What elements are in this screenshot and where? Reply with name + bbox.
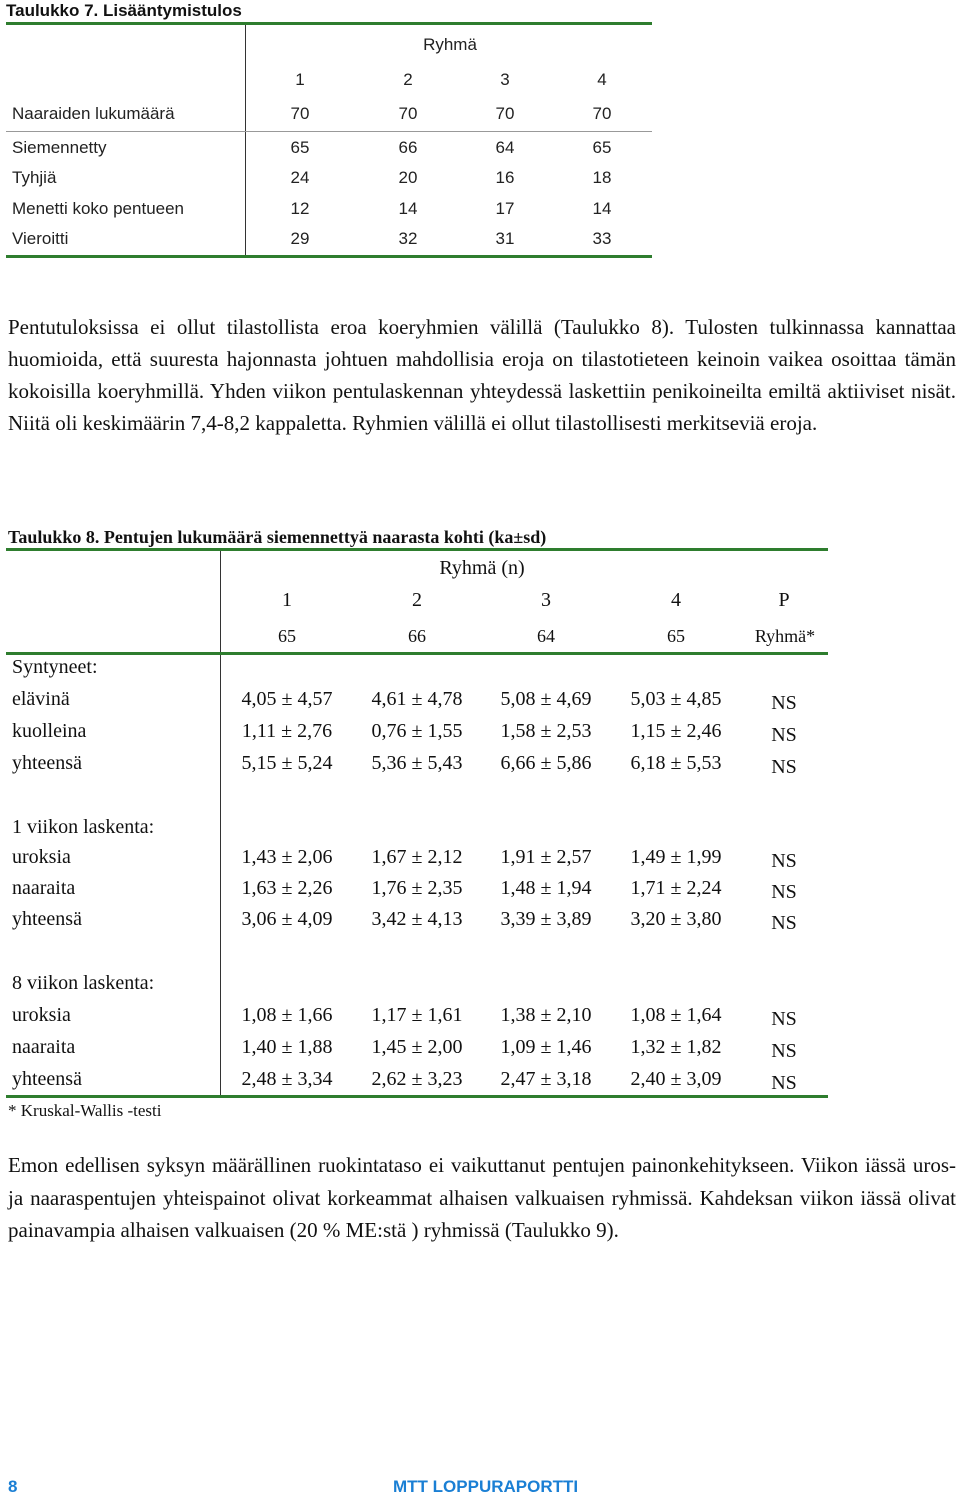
table8-divider [220, 551, 221, 1096]
table7-cell: 29 [290, 229, 310, 248]
table8-p-value: NS [771, 850, 797, 872]
table8-cell: 3,20 ± 3,80 [630, 908, 722, 930]
table7-cell: 31 [495, 229, 515, 248]
table8-p-value: NS [771, 1008, 797, 1030]
table7-col-2: 2 [403, 70, 413, 89]
table8-cell: 1,45 ± 2,00 [371, 1036, 463, 1058]
table8-bottom-rule [6, 1095, 828, 1098]
table7-cell: 12 [290, 199, 310, 218]
table8-cell: 2,40 ± 3,09 [630, 1068, 722, 1090]
table8-cell: 1,32 ± 1,82 [630, 1036, 722, 1058]
table8-cell: 1,48 ± 1,94 [500, 877, 592, 899]
table7-cell: 66 [398, 138, 418, 157]
body-paragraph-2: Emon edellisen syksyn määrällinen ruokintataso ei vaikuttanut pentujen painonkehitykseen. Viikon iässä uros- ja naaraspentujen yhteispainot olivat korkeammat alhaisen valkuaisen ryhmissä. Kahdeksan viikon iässä olivat painavampia alhaisen valkuaisen (20 % ME:stä ) ryhmissä (Taulukko 9). [8, 1153, 956, 1242]
table7-col-1: 1 [295, 70, 305, 89]
table8-cell: 6,66 ± 5,86 [500, 752, 592, 774]
table7-row-label: Menetti koko pentueen [12, 199, 185, 218]
table8-col-4: 4 [671, 589, 681, 611]
table8-cell: 1,63 ± 2,26 [241, 877, 333, 899]
table7-bottom-rule [6, 255, 652, 258]
table8-row-label: elävinä [12, 688, 70, 710]
table8-row-label: kuolleina [12, 720, 87, 742]
table8-cell: 1,08 ± 1,64 [630, 1004, 722, 1026]
table8-col-2: 2 [412, 589, 422, 611]
table8-p-subheader: Ryhmä* [754, 626, 816, 646]
table8-p-value: NS [771, 724, 797, 746]
table7-cell: 70 [398, 104, 418, 123]
table7-header-rule [6, 131, 652, 132]
table8-cell: 1,08 ± 1,66 [241, 1004, 333, 1026]
table7-row-label: Siemennetty [12, 138, 107, 157]
table8-group-header: Ryhmä (n) [439, 557, 525, 579]
table8-cell: 6,18 ± 5,53 [630, 752, 722, 774]
table7-cell: 70 [592, 104, 612, 123]
table8-cell: 2,47 ± 3,18 [500, 1068, 592, 1090]
table8-n-4: 65 [667, 626, 685, 646]
table8-cell: 3,42 ± 4,13 [371, 908, 463, 930]
table8-cell: 2,62 ± 3,23 [371, 1068, 463, 1090]
page-number: 8 [8, 1477, 18, 1496]
table8-header-rule [6, 652, 828, 655]
table7-row-label: Naaraiden lukumäärä [12, 104, 175, 123]
table8-cell: 1,49 ± 1,99 [630, 846, 722, 868]
table7-title: Taulukko 7. Lisääntymistulos [6, 1, 242, 20]
table8-cell: 3,06 ± 4,09 [241, 908, 333, 930]
table8-row-label: yhteensä [12, 1068, 82, 1090]
table8-cell: 1,43 ± 2,06 [241, 846, 333, 868]
table8-cell: 1,17 ± 1,61 [371, 1004, 463, 1026]
table7-top-rule [6, 22, 652, 25]
table7-cell: 24 [290, 168, 310, 187]
table8-cell: 1,11 ± 2,76 [241, 720, 333, 742]
table7-cell: 20 [398, 168, 418, 187]
table8-cell: 0,76 ± 1,55 [371, 720, 463, 742]
table8-cell: 1,38 ± 2,10 [500, 1004, 592, 1026]
table8-section-heading: 8 viikon laskenta: [12, 972, 155, 994]
table8-footnote: * Kruskal-Wallis -testi [8, 1101, 162, 1120]
table7-col-3: 3 [500, 70, 510, 89]
table8-cell: 1,58 ± 2,53 [500, 720, 592, 742]
table7-cell: 32 [398, 229, 418, 248]
table7-cell: 14 [398, 199, 418, 218]
table8-p-value: NS [771, 912, 797, 934]
table8-row-label: uroksia [12, 1004, 71, 1026]
table8-p-value: NS [771, 1040, 797, 1062]
table8-cell: 1,15 ± 2,46 [630, 720, 722, 742]
table8-row-label: uroksia [12, 846, 71, 868]
table8-cell: 1,67 ± 2,12 [371, 846, 463, 868]
table8-section-heading: 1 viikon laskenta: [12, 816, 155, 838]
table8-p-value: NS [771, 1072, 797, 1094]
table7-divider [245, 25, 246, 257]
table8-section-heading: Syntyneet: [12, 656, 98, 678]
table8-cell: 1,09 ± 1,46 [500, 1036, 592, 1058]
table8-p-value: NS [771, 692, 797, 714]
table7-row-label: Tyhjiä [12, 168, 57, 187]
table7-row-label: Vieroitti [12, 229, 69, 248]
table8-cell: 4,61 ± 4,78 [371, 688, 463, 710]
table8-cell: 1,71 ± 2,24 [630, 877, 722, 899]
table8-cell: 1,76 ± 2,35 [371, 877, 463, 899]
table7-group-header: Ryhmä [423, 35, 477, 54]
table8-col-1: 1 [282, 589, 292, 611]
table8-p-value: NS [771, 756, 797, 778]
table7-cell: 70 [495, 104, 515, 123]
table7-cell: 33 [592, 229, 612, 248]
table8-row-label: naaraita [12, 1036, 76, 1058]
table8-cell: 5,36 ± 5,43 [371, 752, 463, 774]
table8-title: Taulukko 8. Pentujen lukumäärä siemennettyä naarasta kohti (ka±sd) [8, 527, 547, 547]
table8-top-rule [6, 548, 828, 551]
table8-col-3: 3 [541, 589, 551, 611]
table7-cell: 14 [592, 199, 612, 218]
table7-cell: 65 [290, 138, 310, 157]
table7-cell: 65 [592, 138, 612, 157]
table7-cell: 17 [495, 199, 515, 218]
publication-name: MTT LOPPURAPORTTI [393, 1477, 579, 1496]
table8-cell: 3,39 ± 3,89 [500, 908, 592, 930]
table8-row-label: yhteensä [12, 752, 82, 774]
table7-col-4: 4 [597, 70, 607, 89]
table8-cell: 4,05 ± 4,57 [241, 688, 333, 710]
table8-cell: 5,03 ± 4,85 [630, 688, 722, 710]
table8-p-header: P [778, 589, 790, 611]
table8-n-1: 65 [278, 626, 296, 646]
table7-cell: 64 [495, 138, 515, 157]
table8-n-2: 66 [408, 626, 426, 646]
table7-cell: 16 [495, 168, 515, 187]
table8-cell: 5,15 ± 5,24 [241, 752, 333, 774]
table8-n-3: 64 [537, 626, 555, 646]
table8-p-value: NS [771, 881, 797, 903]
table8-cell: 5,08 ± 4,69 [500, 688, 592, 710]
table8-row-label: yhteensä [12, 908, 82, 930]
table8-cell: 2,48 ± 3,34 [241, 1068, 333, 1090]
body-paragraph-1: Pentutuloksissa ei ollut tilastollista eroa koeryhmien välillä (Taulukko 8). Tulosten tulkinnassa kannattaa huomioida, että suuresta hajonnasta johtuen mahdollisia eroja on tilastotieteen keinoin vaikea osoittaa tämän kokoisilla koeryhmillä. Yhden viikon pentulaskennan yhteydessä laskettiin penikoineilta emiltä aktiiviset nisät. Niitä oli keskimäärin 7,4-8,2 kappaletta. Ryhmien välillä ei ollut tilastollisesti merkitseviä eroja. [8, 315, 956, 435]
table7-cell: 18 [592, 168, 612, 187]
table7-cell: 70 [290, 104, 310, 123]
table8-cell: 1,91 ± 2,57 [500, 846, 592, 868]
table8-row-label: naaraita [12, 877, 76, 899]
table8-cell: 1,40 ± 1,88 [241, 1036, 333, 1058]
